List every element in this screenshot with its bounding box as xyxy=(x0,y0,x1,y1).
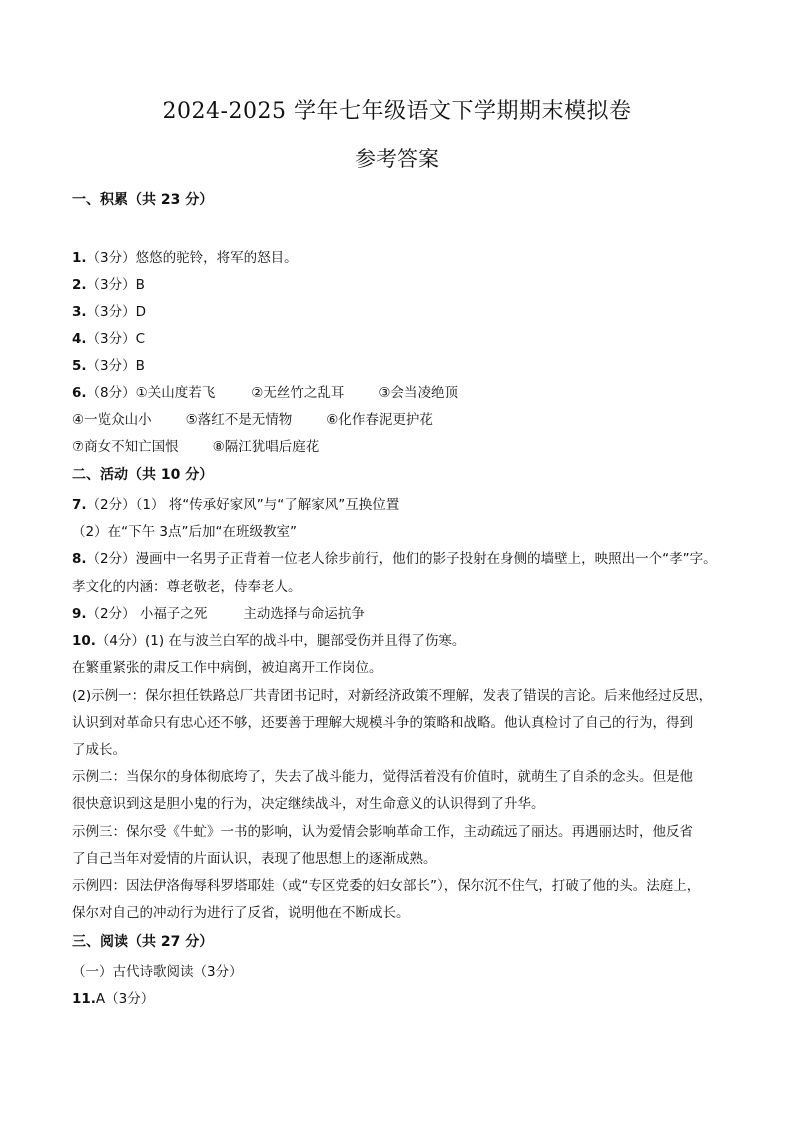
answer-text: （2分） 小福子之死 xyxy=(86,606,208,622)
answer-10-line-4: 认识到对革命只有忠心还不够，还要善于理解大规模斗争的策略和战略。他认真检讨了自己的行为，得到 xyxy=(72,715,693,731)
answer-10-line-10: 示例四：因法伊洛侮辱科罗塔耶娃（或“专区党委的妇女部长”），保尔沉不住气，打破了他的头。法庭上， xyxy=(72,878,701,894)
answer-10-line-2: 在繁重紧张的肃反工作中病倒，被迫离开工作岗位。 xyxy=(72,660,383,676)
answer-10-line-11: 保尔对自己的冲动行为进行了反省，说明他在不断成长。 xyxy=(72,905,410,921)
answer-text: （3分）悠悠的驼铃，将军的怒目。 xyxy=(86,250,298,266)
answer-number: 10. xyxy=(72,633,96,649)
answer-number: 9. xyxy=(72,606,87,622)
answer-5 xyxy=(72,356,736,376)
answer-10-line-7: 很快意识到这是胆小鬼的行为，决定继续战斗，对生命意义的认识得到了升华。 xyxy=(72,796,545,812)
answer-number: 6. xyxy=(72,385,87,401)
answer-11 xyxy=(72,989,736,1009)
answer-text: 主动选择与命运抗争 xyxy=(243,606,365,622)
answer-7-line-2: （2）在“下午 3点”后加“在班级教室” xyxy=(72,524,297,540)
section-heading-activity: 二、活动（共 10 分） xyxy=(72,467,214,483)
answer-text: ④一览众山小 xyxy=(72,412,152,428)
page-subtitle: 参考答案 xyxy=(355,147,439,171)
answer-10-line-5: 了成长。 xyxy=(72,742,126,758)
answer-10 xyxy=(72,631,736,651)
answer-number: 11. xyxy=(72,991,96,1007)
answer-text: ②无丝竹之乱耳 xyxy=(251,385,345,401)
answer-text: ⑦商女不知亡国恨 xyxy=(72,439,179,455)
answer-10-line-9: 了自己当年对爱情的片面认识，表现了他思想上的逐渐成熟。 xyxy=(72,851,437,867)
answer-10-line-6: 示例二：当保尔的身体彻底垮了，失去了战斗能力，觉得活着没有价值时，就萌生了自杀的念头。但是他 xyxy=(72,769,693,785)
answer-number: 5. xyxy=(72,358,87,374)
answer-number: 3. xyxy=(72,304,87,320)
answer-6 xyxy=(72,383,736,403)
answer-text: （3分）D xyxy=(86,304,147,320)
answer-number: 1. xyxy=(72,250,87,266)
answer-2 xyxy=(72,275,736,295)
answer-7 xyxy=(72,495,736,515)
answer-1 xyxy=(72,248,736,268)
answer-number: 7. xyxy=(72,497,87,513)
answer-text: ⑥化作春泥更护花 xyxy=(326,412,433,428)
subsection-heading-poetry: （一）古代诗歌阅读（3分） xyxy=(72,964,243,980)
answer-3 xyxy=(72,302,736,322)
answer-number: 4. xyxy=(72,331,87,347)
page-title: 2024-2025 学年七年级语文下学期期末模拟卷 xyxy=(162,99,632,124)
answer-10-line-3: (2)示例一：保尔担任铁路总厂共青团书记时，对新经济政策不理解，发表了错误的言论。后来他经过反思， xyxy=(72,688,713,704)
answer-9 xyxy=(72,604,736,624)
answer-text: A（3分） xyxy=(95,991,155,1007)
answer-text: ⑤落红不是无情物 xyxy=(185,412,293,428)
answer-4 xyxy=(72,329,736,349)
section-heading-reading: 三、阅读（共 27 分） xyxy=(72,934,214,950)
answer-text: （3分）B xyxy=(86,358,145,374)
answer-text: ⑧隔江犹唱后庭花 xyxy=(212,439,320,455)
answer-number: 8. xyxy=(72,551,87,567)
answer-text: （3分）B xyxy=(86,277,145,293)
answer-text: （2分）漫画中一名男子正背着一位老人徐步前行，他们的影子投射在身侧的墙壁上，映照出一个“孝”字。 xyxy=(86,551,717,567)
answer-8 xyxy=(72,549,736,569)
answer-6-line-3 xyxy=(72,437,736,457)
answer-10-line-8: 示例三：保尔受《牛虻》一书的影响，认为爱情会影响革命工作，主动疏远了丽达。再遇丽达时，他反省 xyxy=(72,824,693,840)
answer-6-line-2 xyxy=(72,410,736,430)
answer-8-line-2: 孝文化的内涵：尊老敬老，侍奉老人。 xyxy=(72,579,302,595)
answer-text: ③会当凌绝顶 xyxy=(378,385,458,401)
answer-text: （4分）(1) 在与波兰白军的战斗中，腿部受伤并且得了伤寒。 xyxy=(95,633,466,649)
answer-number: 2. xyxy=(72,277,87,293)
section-heading-accumulation: 一、积累（共 23 分） xyxy=(72,192,214,208)
answer-text: （3分）C xyxy=(86,331,146,347)
answer-text: （8分）①关山度若飞 xyxy=(86,385,216,401)
answer-text: （2分）（1） 将“传承好家风”与“了解家风”互换位置 xyxy=(86,497,400,513)
